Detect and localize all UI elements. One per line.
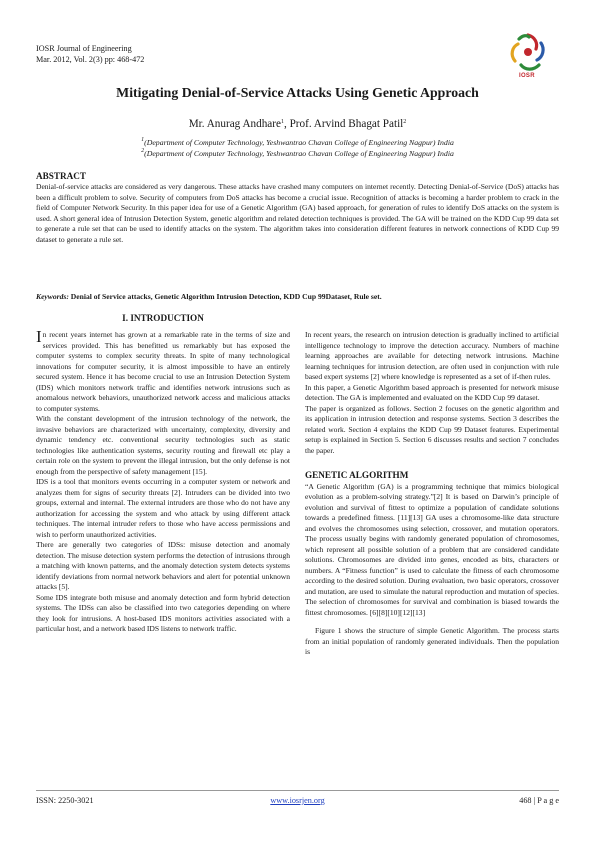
affiliation-2-text: (Department of Computer Technology, Yeshwantrao Chavan College of Engineering Nagpur) India	[144, 149, 454, 158]
intro-paragraph-2: With the constant development of the intrusion technology of the network, the invasive behaviors are characterized with uncertainty, complexity, diversity and dynamic tendency etc. conventional security technologies such as static technologies like authentication systems, security routing and firewall etc play a certain role on the system to prevent the illegal intrusion, but the only defense is not enough from the perspective of safety management [15].	[36, 414, 290, 476]
affiliation-2-sup: 2	[141, 148, 145, 154]
left-column	[36, 327, 290, 635]
logo-text: IOSR	[519, 73, 535, 79]
ga-paragraph-1: “A Genetic Algorithm (GA) is a programming technique that mimics biological evolution as a problem-solving strategy.”[2] It is based on Darwin’s principle of evolution and survival of fittest to optimize a population of candidate solutions towards a predefined fitness. [11][13] GA uses a chromosome-like data structure and evolves the chromosomes using selection, crossover, and mutation operators. The process usually begins with randomly generated population of chromosomes, which represent all possible solution of a problem that are considered candidate solutions. Chromosomes are divided into genes, encoded as bits, characters or numbers. A “Fitness function” is used to calculate the fitness of each chromosome according to the desired solution. During evaluation, two basic operators, crossover and mutation, are used to simulate the natural reproduction and mutation of species. The selection of chromosomes for survival and combination is biased towards the fittest chromosomes. [6][8][10][12][13]	[305, 481, 559, 617]
intro-paragraph-6: In recent years, the research on intrusion detection is gradually inclined to artificial intelligence technology to improve the detection accuracy. Numbers of machine learning approaches are available for detecting network intrusions. Machine learning techniques for intrusion detection, are often used in conjunction with rule based expert systems [2] where knowledge is represented as a set of if-then rules.	[305, 330, 559, 381]
affiliation-1-text: (Department of Computer Technology, Yeshwantrao Chavan College of Engineering Nagpur) India	[144, 138, 454, 147]
journal-header	[36, 44, 144, 65]
section-heading-introduction: I. INTRODUCTION	[122, 313, 204, 323]
authors-line	[0, 118, 595, 130]
footer-page-number: 468 | P a g e	[519, 796, 559, 805]
author-1: Mr. Anurag Andhare	[188, 118, 281, 130]
intro-paragraph-5: Some IDS integrate both misuse and anomaly detection and form hybrid detection systems. The IDSs can also be classified into two categories depending on where they look for intrusions. A host-based IDS monitors activities associated with a particular host, and a network based IDS listens to network traffic.	[36, 592, 290, 633]
affiliation-2	[0, 148, 595, 158]
right-column	[305, 330, 559, 658]
section-heading-genetic-algorithm: GENETIC ALGORITHM	[305, 470, 409, 480]
intro-paragraph-3: IDS is a tool that monitors events occurring in a computer system or network and analyzes them for signs of security threats [2]. Intruders can be divided into two groups, external and internal. The external intruders are those who do not have any authorization for accessing the system and who attack by using different attack techniques. The internal intruder refers to those who have access permissions and wish to perform unauthorized activities.	[36, 477, 290, 539]
footer-url-link[interactable]: www.iosrjen.org	[270, 796, 325, 805]
keywords	[36, 292, 559, 301]
author-separator: ,	[283, 118, 290, 130]
affiliation-1	[0, 137, 595, 147]
footer-issn: ISSN: 2250-3021	[36, 796, 94, 805]
footer-divider	[36, 790, 559, 791]
keywords-text: Denial of Service attacks, Genetic Algorithm Intrusion Detection, KDD Cup 99Dataset, Rule set.	[68, 292, 382, 301]
intro-paragraph-1-text: n recent years internet has grown at a remarkable rate in the terms of size and services provided. This has benefitted us remarkably but has exposed the computer systems to complex security threats. In spite of many technological innovations for computer security, it is almost impossible to have an entirely secured system. Hence it has become crucial to use an Intrusion Detection System (IDS) which monitors network traffic and identifies network intrusions such as anomalous network behaviors, unauthorized network access and malicious attacks to computer systems.	[36, 330, 290, 413]
journal-name: IOSR Journal of Engineering	[36, 44, 132, 53]
intro-paragraph-4: There are generally two categories of IDSs: misuse detection and anomaly detection. The misuse detection system performs the detection of intrusions through a matching with known patterns, and the anomaly detection system detects systems identify deviations from normal network behaviors and alert for potential unknown attacks [5].	[36, 540, 290, 591]
author-1-sup: 1	[280, 119, 284, 125]
intro-paragraph-1	[36, 327, 290, 414]
keywords-label: Keywords:	[36, 292, 69, 301]
author-2-sup: 2	[403, 119, 407, 125]
journal-issue: Mar. 2012, Vol. 2(3) pp: 468-472	[36, 54, 145, 64]
ga-paragraph-2: Figure 1 shows the structure of simple Genetic Algorithm. The process starts from an initial population of randomly generated individuals. Then the population is	[305, 626, 559, 656]
dropcap: I	[36, 327, 42, 346]
affiliation-1-sup: 1	[141, 137, 145, 143]
paper-title: Mitigating Denial-of-Service Attacks Using Genetic Approach	[116, 85, 479, 100]
intro-paragraph-8: The paper is organized as follows. Section 2 focuses on the genetic algorithm and its application in intrusion detection and response systems. Section 3 describes the related work. Section 4 explains the KDD Cup 99 Dataset features. Experimental setup is explained in Section 5. Section 6 discusses results and section 7 concludes the paper.	[305, 403, 559, 455]
author-2: Prof. Arvind Bhagat Patil	[289, 118, 404, 130]
intro-paragraph-7: In this paper, a Genetic Algorithm based approach is presented for network misuse detection. The GA is implemented and evaluated on the KDD Cup 99 dataset.	[305, 382, 559, 402]
abstract-heading: ABSTRACT	[36, 171, 87, 181]
abstract-text: Denial-of-service attacks are considered as very dangerous. These attacks have crashed many computers on internet recently. Detecting Denial-of-Service (DoS) attacks has been a difficult problem to solve. Security of computers from DoS attacks has become a crucial issue. Recognition of attacks is becoming a harder problem to crack in the field of Computer Network Security. In this paper idea for use of a Genetic Algorithm (GA) based approach, for generation of rules to identify DoS attacks on the system is used. A short general idea of Intrusion Detection System, genetic algorithm and related detection techniques is provided. The GA will be trained on the KDD Cup 99 data set to generate a rule set that can be used to identify attacks on the system. The algorithm takes into consideration different features in network connections of KDD Cup 99 dataset to generate a rule set.	[36, 182, 559, 244]
